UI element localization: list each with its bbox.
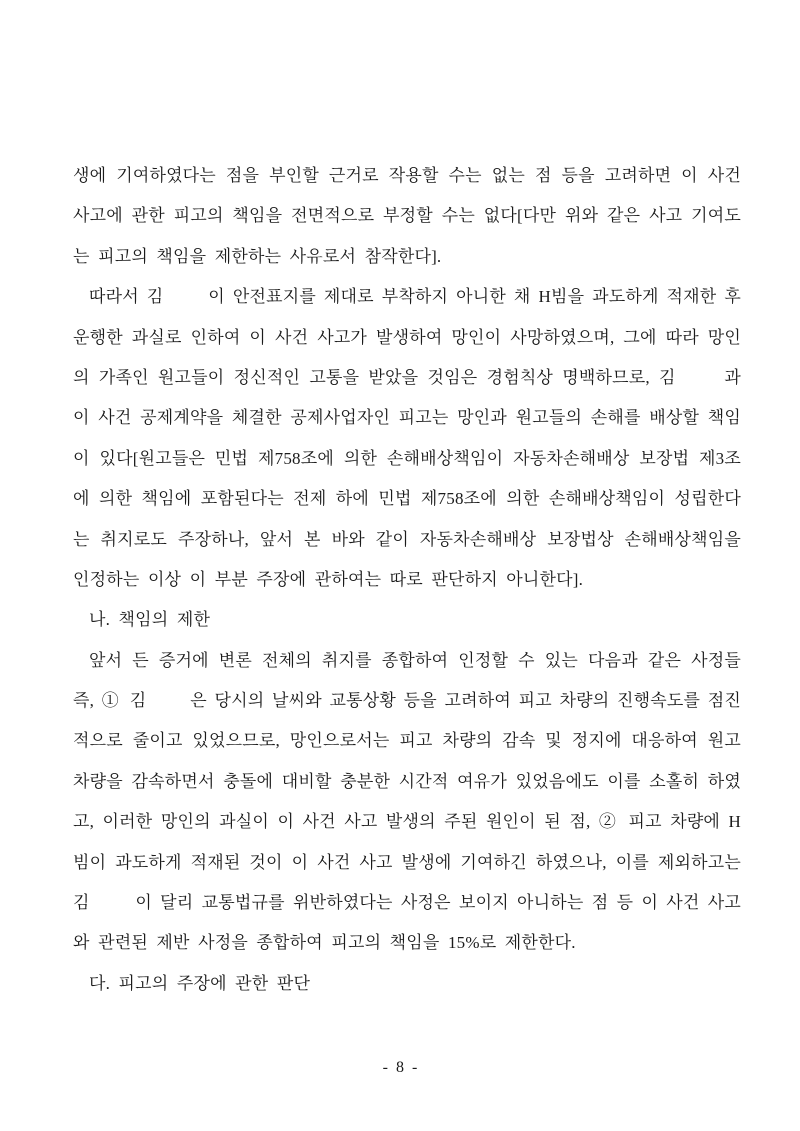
text-line: 고, 이러한 망인의 과실이 이 사건 사고 발생의 주된 원인이 된 점, ② 피고 차량에 H [73,812,741,832]
page-number: - 8 - [382,1059,418,1076]
section-heading-na: 나. 책임의 제한 [89,610,211,630]
text-line: 는 피고의 책임을 제한하는 사유로서 참작한다]. [73,246,442,266]
judgment-text-block [73,156,741,1004]
text-line: 앞서 든 증거에 변론 전체의 취지를 종합하여 인정할 수 있는 다음과 같은 사정들 [89,650,741,670]
text-line: 즉, ① 김 은 당시의 날씨와 교통상황 등을 고려하여 피고 차량의 진행속도를 점진 [73,691,741,711]
text-line: 와 관련된 제반 사정을 종합하여 피고의 책임을 15%로 제한한다. [73,933,576,953]
text-line: 운행한 과실로 인하여 이 사건 사고가 발생하여 망인이 사망하였으며, 그에 따라 망인 [73,327,741,347]
text-line: 인정하는 이상 이 부분 주장에 관하여는 따로 판단하지 아니한다]. [73,569,584,589]
text-line: 이 있다[원고들은 민법 제758조에 의한 손해배상책임이 자동차손해배상 보장법 제3조 [73,448,741,468]
text-line: 이 사건 공제계약을 체결한 공제사업자인 피고는 망인과 원고들의 손해를 배상할 책임 [73,408,741,428]
text-line: 따라서 김 이 안전표지를 제대로 부착하지 아니한 채 H빔을 과도하게 적재한 후 [89,287,741,307]
text-line: 차량을 감속하면서 충돌에 대비할 충분한 시간적 여유가 있었음에도 이를 소홀히 하였 [73,771,741,791]
text-line: 생에 기여하였다는 점을 부인할 근거로 작용할 수는 없는 점 등을 고려하면 이 사건 [73,166,741,185]
text-line: 의 가족인 원고들이 정신적인 고통을 받았을 것임은 경험칙상 명백하므로, 김 과 [73,367,741,387]
text-line: 김 이 달리 교통법규를 위반하였다는 사정은 보이지 아니하는 점 등 이 사건 사고 [73,893,741,913]
text-line: 는 취지로도 주장하나, 앞서 본 바와 같이 자동차손해배상 보장법상 손해배상책임을 [73,529,741,549]
text-line: 적으로 줄이고 있었으므로, 망인으로서는 피고 차량의 감속 및 정지에 대응하여 원고 [73,731,741,751]
text-line: 사고에 관한 피고의 책임을 전면적으로 부정할 수는 없다[다만 위와 같은 사고 기여도 [73,206,741,226]
text-line: 에 의한 책임에 포함된다는 전제 하에 민법 제758조에 의한 손해배상책임이 성립한다 [73,489,741,509]
text-line: 빔이 과도하게 적재된 것이 이 사건 사고 발생에 기여하긴 하였으나, 이를 제외하고는 [73,852,741,872]
section-heading-da: 다. 피고의 주장에 관한 판단 [89,973,311,993]
